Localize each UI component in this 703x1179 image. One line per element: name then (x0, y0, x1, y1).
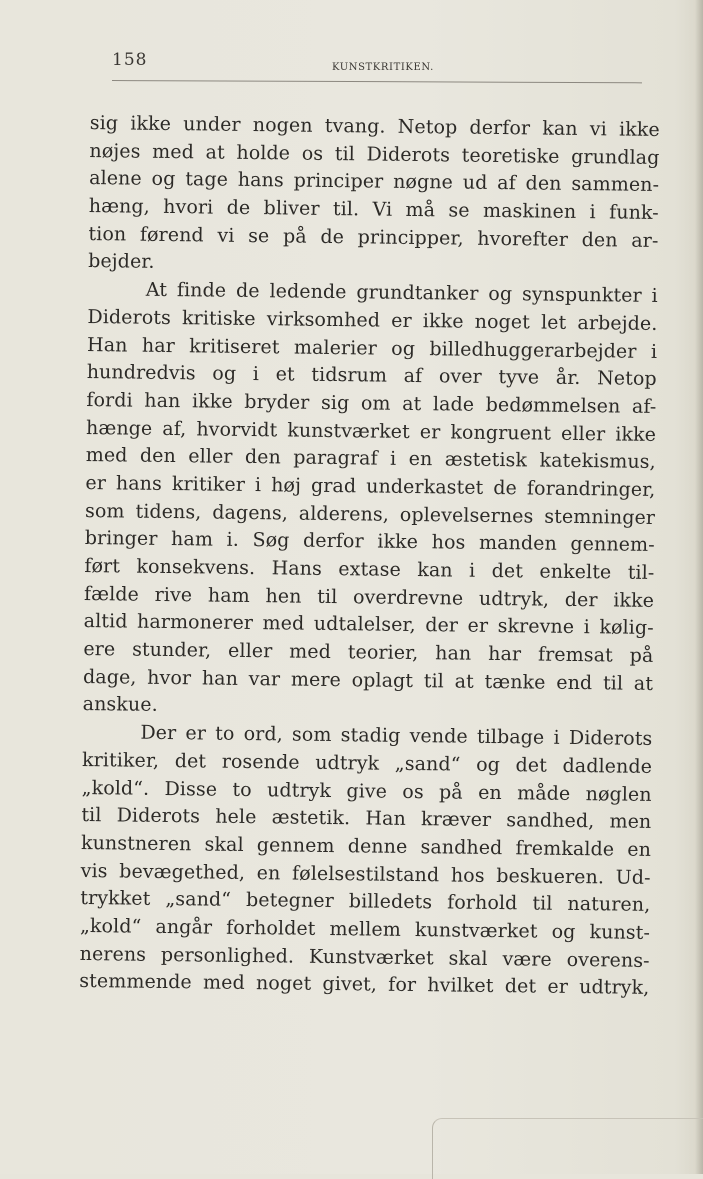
paragraph-end-line: bejder. (88, 250, 155, 274)
text-line: alene og tage hans principer nøgne ud af den sammen- (89, 167, 660, 197)
scan-page-corner (432, 1118, 703, 1179)
text-line: altid harmonerer med udtalelser, der er skrevne i kølig- (83, 610, 654, 640)
text-line: trykket „sand“ betegner billedets forhold til naturen, (80, 887, 651, 917)
page-edge-shadow (695, 0, 703, 1174)
page-header (112, 50, 657, 80)
paragraph-end-line: anskue. (82, 693, 158, 717)
header-rule (112, 80, 642, 83)
text-line: kritiker, det rosende udtryk „sand“ og det dadlende (81, 748, 653, 778)
text-line: er hans kritiker i høj grad underkastet de forandringer, (85, 471, 656, 501)
text-line: nøjes med at holde os til Diderots teoretiske grundlag (89, 139, 660, 169)
text-line: ere stunder, eller med teorier, han har fremsat på (83, 638, 654, 667)
text-line: nerens personlighed. Kunstværket skal være overens- (79, 942, 650, 972)
text-line: hundredvis og i et tidsrum af over tyve år. Netop (86, 361, 657, 391)
text-line: vis bevægethed, en følelsestilstand hos beskueren. Ud- (80, 859, 651, 889)
paragraph-first-line: At finde de ledende grundtanker og synspunkter i (145, 278, 658, 308)
text-line: som tidens, dagens, alderens, oplevelsernes stemninger (84, 499, 656, 529)
text-line: fordi han ikke bryder sig om at lade bedømmelsen af- (86, 388, 657, 418)
text-line: ført konsekvens. Hans extase kan i det enkelte til- (84, 554, 655, 584)
text-line: dage, hvor han var mere oplagt til at tænke end til at (82, 665, 654, 695)
paragraph-first-line: Der er to ord, som stadig vende tilbage i Diderots (140, 721, 653, 751)
text-line: hæng, hvori de bliver til. Vi må se maskinen i funk- (88, 195, 659, 225)
text-line: Han har kritiseret malerier og billedhuggerarbejder i (87, 333, 658, 363)
text-line: Diderots kritiske virksomhed er ikke noget let arbejde. (87, 305, 658, 335)
text-line: med den eller den paragraf i en æstetisk katekismus, (85, 444, 656, 474)
text-line: fælde rive ham hen til overdrevne udtryk, der ikke (83, 582, 655, 612)
text-line: tion førend vi se på de principper, hvorefter den ar- (88, 222, 659, 252)
text-line: stemmende med noget givet, for hvilket det er udtryk, (79, 970, 650, 1000)
text-line: „kold“ angår forholdet mellem kunstværket og kunst- (79, 914, 651, 944)
text-line: til Diderots hele æstetik. Han kræver sandhed, men (81, 804, 652, 834)
text-line: „kold“. Disse to udtryk give os på en måde nøglen (81, 776, 652, 806)
running-title: KUNSTKRITIKEN. (332, 62, 434, 73)
text-line: kunstneren skal gennem denne sandhed fremkalde en (80, 831, 652, 861)
page-number: 158 (112, 50, 148, 70)
text-line: bringer ham i. Søg derfor ikke hos manden gennem- (84, 527, 655, 557)
text-line: hænge af, hvorvidt kunstværket er kongruent eller ikke (85, 416, 657, 446)
text-line: sig ikke under nogen tvang. Netop derfor kan vi ikke (89, 111, 660, 141)
body-text (79, 110, 660, 1003)
